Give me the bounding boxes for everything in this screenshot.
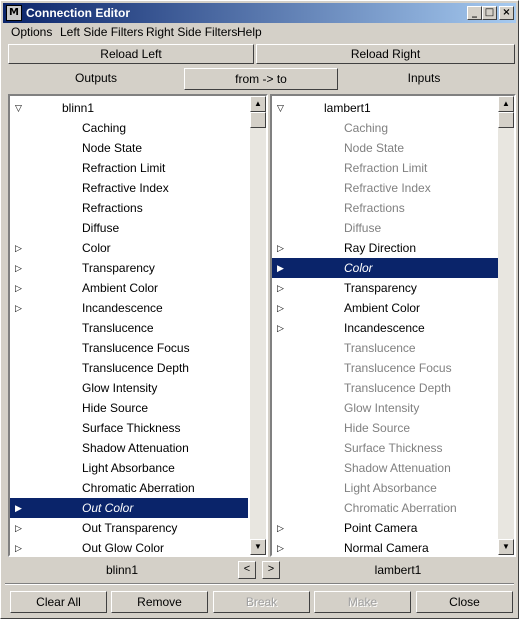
right-node-name: lambert1 [374, 563, 422, 577]
list-item[interactable] [272, 278, 498, 298]
list-item-label: Refractions [82, 201, 143, 215]
list-item-label: lambert1 [324, 101, 371, 115]
list-item-label: Color [344, 261, 373, 275]
list-item-label: Diffuse [344, 221, 382, 235]
list-item-label: Refractions [344, 201, 405, 215]
list-item[interactable] [272, 118, 498, 138]
list-item-label: Refractive Index [82, 181, 169, 195]
menu-options[interactable]: Options [11, 25, 53, 39]
list-item-label: Surface Thickness [82, 421, 181, 435]
list-item-label: Ray Direction [344, 241, 417, 255]
list-item[interactable] [10, 438, 248, 458]
expand-right-icon[interactable]: ▷ [277, 543, 284, 553]
list-item[interactable] [10, 338, 248, 358]
list-item-label: Out Glow Color [82, 541, 165, 555]
list-item-label: Node State [344, 141, 405, 155]
list-item-label: Shadow Attenuation [344, 461, 451, 475]
expand-right-icon[interactable]: ▷ [277, 523, 284, 533]
inputs-list[interactable] [270, 94, 516, 557]
list-item-label: Chromatic Aberration [344, 501, 457, 515]
list-item[interactable] [272, 478, 498, 498]
list-item[interactable] [10, 258, 248, 278]
list-item-label: Hide Source [82, 401, 149, 415]
list-item-label: Refraction Limit [82, 161, 166, 175]
list-item[interactable] [272, 398, 498, 418]
list-item[interactable] [272, 198, 498, 218]
list-item[interactable] [10, 198, 248, 218]
scroll-down-icon[interactable]: ▼ [250, 539, 266, 555]
list-item[interactable] [272, 218, 498, 238]
list-item[interactable] [272, 238, 498, 258]
list-item-label: Glow Intensity [344, 401, 420, 415]
list-item-label: Color [82, 241, 111, 255]
list-item-label: Caching [344, 121, 389, 135]
outputs-label: Outputs [74, 71, 118, 85]
list-item-label: Hide Source [344, 421, 411, 435]
navigate-left-button[interactable]: < [238, 561, 256, 579]
list-item-label: Refractive Index [344, 181, 431, 195]
list-item[interactable] [272, 358, 498, 378]
list-item[interactable] [10, 158, 248, 178]
expand-down-icon[interactable]: ▽ [277, 103, 284, 113]
list-item-label: Caching [82, 121, 127, 135]
list-item-label: Diffuse [82, 221, 120, 235]
close-icon[interactable]: × [499, 6, 514, 20]
list-item-label: Transparency [344, 281, 417, 295]
expand-right-icon[interactable]: ▷ [15, 523, 22, 533]
list-item[interactable] [10, 478, 248, 498]
expand-down-icon[interactable]: ▽ [15, 103, 22, 113]
list-item[interactable] [10, 178, 248, 198]
list-item[interactable] [10, 498, 248, 518]
menu-right-side-filters[interactable]: Right Side Filters [146, 25, 238, 39]
list-item-label: Ambient Color [82, 281, 159, 295]
expand-right-icon[interactable]: ▷ [277, 303, 284, 313]
list-item-label: Transparency [82, 261, 155, 275]
inputs-scrollbar[interactable] [498, 96, 514, 555]
list-item[interactable] [272, 418, 498, 438]
outputs-list[interactable] [8, 94, 268, 557]
list-item[interactable] [10, 418, 248, 438]
list-item-label: Translucence [82, 321, 154, 335]
list-item-label: Shadow Attenuation [82, 441, 189, 455]
list-item[interactable] [10, 298, 248, 318]
window-title: Connection Editor [26, 6, 130, 20]
scroll-up-icon[interactable]: ▲ [498, 96, 514, 112]
expand-right-icon[interactable]: ▷ [15, 263, 22, 273]
list-item-label: Surface Thickness [344, 441, 443, 455]
list-item[interactable] [272, 438, 498, 458]
list-item[interactable] [10, 538, 248, 557]
list-item[interactable] [10, 458, 248, 478]
list-item-label: Translucence Focus [82, 341, 190, 355]
scroll-down-icon[interactable]: ▼ [498, 539, 514, 555]
list-item[interactable] [10, 398, 248, 418]
left-node-name: blinn1 [105, 563, 139, 577]
list-item[interactable] [272, 98, 498, 118]
list-item-label: Node State [82, 141, 143, 155]
expand-right-icon[interactable]: ▷ [277, 243, 284, 253]
expand-right-icon[interactable]: ▷ [277, 283, 284, 293]
list-item[interactable] [272, 258, 498, 278]
direction-toggle-button[interactable]: from -> to [184, 68, 338, 90]
reload-left-button[interactable]: Reload Left [8, 44, 254, 64]
list-item-label: Translucence Depth [82, 361, 189, 375]
outputs-scrollbar[interactable] [250, 96, 266, 555]
list-item[interactable] [272, 298, 498, 318]
list-item[interactable] [272, 138, 498, 158]
menu-help[interactable]: Help [237, 25, 262, 39]
list-item[interactable] [10, 138, 248, 158]
list-item[interactable] [272, 378, 498, 398]
list-item[interactable] [10, 238, 248, 258]
list-item-label: Out Transparency [82, 521, 178, 535]
menu-bar [3, 23, 516, 41]
list-item[interactable] [10, 98, 248, 118]
clear-all-button[interactable]: Clear All [10, 591, 107, 613]
list-item-label: Incandescence [82, 301, 163, 315]
list-item[interactable] [272, 498, 498, 518]
list-item-label: Translucence Depth [344, 381, 451, 395]
list-item-label: Out Color [82, 501, 134, 515]
divider [5, 583, 514, 585]
navigate-right-button[interactable]: > [262, 561, 280, 579]
minimize-icon[interactable]: _ [467, 6, 482, 20]
list-item[interactable] [10, 518, 248, 538]
expand-right-icon[interactable]: ▷ [15, 243, 22, 253]
make-button[interactable]: Make [314, 591, 411, 613]
scroll-thumb[interactable] [498, 112, 514, 128]
expand-right-icon[interactable]: ▷ [15, 303, 22, 313]
remove-button[interactable]: Remove [111, 591, 208, 613]
list-item-label: Ambient Color [344, 301, 421, 315]
list-item[interactable] [272, 518, 498, 538]
list-item-label: Point Camera [344, 521, 418, 535]
list-item[interactable] [272, 318, 498, 338]
scroll-thumb[interactable] [250, 112, 266, 128]
list-item[interactable] [272, 338, 498, 358]
list-item[interactable] [10, 118, 248, 138]
reload-right-button[interactable]: Reload Right [256, 44, 515, 64]
list-item-label: Light Absorbance [82, 461, 175, 475]
list-item[interactable] [10, 218, 248, 238]
list-item[interactable] [272, 158, 498, 178]
list-item[interactable] [272, 178, 498, 198]
break-button[interactable]: Break [213, 591, 310, 613]
expand-right-icon[interactable]: ▶ [15, 503, 22, 513]
expand-right-icon[interactable]: ▶ [277, 263, 284, 273]
list-item-label: Chromatic Aberration [82, 481, 195, 495]
menu-left-side-filters[interactable]: Left Side Filters [60, 25, 144, 39]
inputs-label: Inputs [407, 71, 441, 85]
list-item[interactable] [272, 538, 498, 557]
maximize-icon[interactable]: □ [482, 6, 497, 20]
expand-right-icon[interactable]: ▷ [15, 283, 22, 293]
list-item-label: blinn1 [62, 101, 95, 115]
expand-right-icon[interactable]: ▷ [277, 323, 284, 333]
expand-right-icon[interactable]: ▷ [15, 543, 22, 553]
list-item[interactable] [10, 378, 248, 398]
list-item-label: Glow Intensity [82, 381, 158, 395]
list-item[interactable] [10, 318, 248, 338]
list-item-label: Translucence [344, 341, 416, 355]
list-item-label: Normal Camera [344, 541, 429, 555]
maya-app-icon: M [6, 5, 22, 21]
scroll-up-icon[interactable]: ▲ [250, 96, 266, 112]
close-button[interactable]: Close [416, 591, 513, 613]
list-item-label: Refraction Limit [344, 161, 428, 175]
list-item-label: Light Absorbance [344, 481, 437, 495]
title-bar[interactable] [3, 3, 516, 23]
list-item[interactable] [10, 278, 248, 298]
list-item[interactable] [272, 458, 498, 478]
list-item-label: Translucence Focus [344, 361, 452, 375]
list-item[interactable] [10, 358, 248, 378]
list-item-label: Incandescence [344, 321, 425, 335]
